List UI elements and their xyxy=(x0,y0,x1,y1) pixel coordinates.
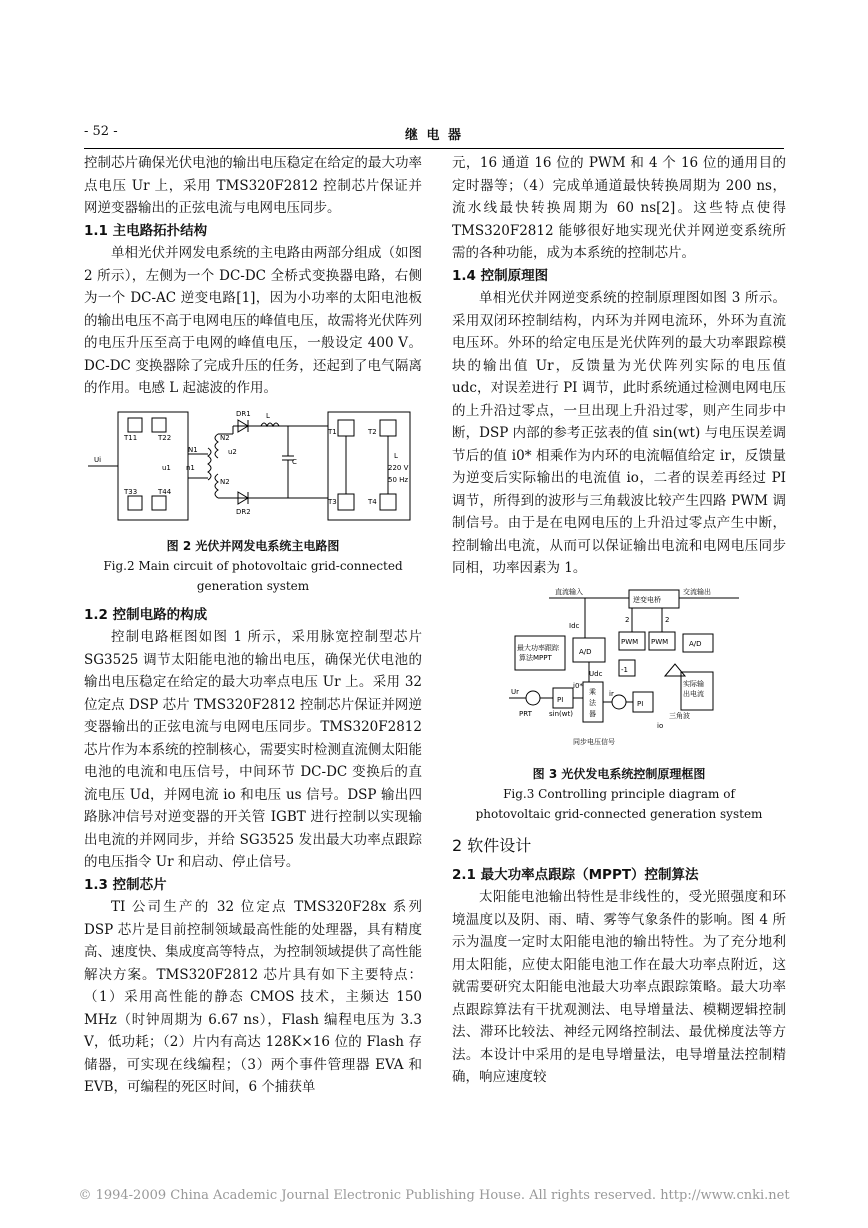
label-neg-one: -1 xyxy=(621,665,628,674)
section-1-2-heading: 1.2 控制电路的构成 xyxy=(84,606,208,623)
section-1-4-heading: 1.4 控制原理图 xyxy=(452,267,549,284)
journal-title: 继 电 器 xyxy=(404,128,464,143)
label-n2-top: N2 xyxy=(220,433,230,442)
label-t3: T3 xyxy=(328,497,337,506)
label-t11: T11 xyxy=(124,433,138,442)
figure-2-caption-en: Fig.2 Main circuit of photovoltaic grid-connected generation system xyxy=(103,558,403,593)
label-c: C xyxy=(292,457,297,466)
main-circuit-diagram xyxy=(88,404,418,536)
label-n2-bottom: N2 xyxy=(220,477,230,486)
paragraph-2-1: 太阳能电池输出特性是非线性的，受光照强度和环境温度以及阴、雨、晴、雾等气象条件的影响。图 4 所示为温度一定时太阳能电池的输出特性。为了充分地利用太阳能，应使太阳能电池工作在最大功率点附近，这就需要研究太阳能电池最大功率点跟踪策略。最大功率点跟踪算法有干扰观测法、电导增量法、模糊逻辑控制法、滞环比较法、神经元网络控制法、最优梯度法等方法。本设计中采用的是电导增量法，电导增量法控制精确，响应速度较 xyxy=(452,889,786,1085)
figure-3-caption-cn: 图 3 光伏发电系统控制原理框图 xyxy=(532,766,706,781)
label-multiplier-2: 法 xyxy=(589,698,596,707)
label-multiplier-1: 乘 xyxy=(589,687,596,696)
label-ac-output: 交流输出 xyxy=(683,587,711,596)
label-udc: Udc xyxy=(589,669,603,678)
section-1-3-heading: 1.3 控制芯片 xyxy=(84,876,167,893)
label-idc: Idc xyxy=(569,621,580,630)
page-header xyxy=(84,124,784,146)
label-ir: ir xyxy=(609,689,614,698)
label-actual-current-2: 出电流 xyxy=(683,689,704,698)
label-pwm-1: PWM xyxy=(621,637,639,646)
label-n1: N1 xyxy=(188,445,198,454)
label-inverter-bridge: 逆变电桥 xyxy=(633,595,661,604)
paragraph-intro: 控制芯片确保光伏电池的输出电压稳定在给定的最大功率点电压 Ur 上，采用 TMS320F2812 控制芯片保证并网逆变器输出的正弦电流与电网电压同步。 xyxy=(84,155,422,216)
figure-3 xyxy=(452,584,786,824)
label-t33: T33 xyxy=(124,487,138,496)
label-ad-1: A/D xyxy=(579,647,592,656)
label-i0: i0* xyxy=(573,681,583,690)
label-dr2: DR2 xyxy=(236,507,251,516)
paragraph-1-1: 单相光伏并网发电系统的主电路由两部分组成（如图 2 所示），左侧为一个 DC-DC 全桥式变换器电路，右侧为一个 DC-AC 逆变电路[1]，因为小功率的太阳电池板的输出电压不高于电网电压的峰值电压，故需将光伏阵列的电压升压至高于电网的峰值电压，一般设定 400 V。DC-DC 变换器除了完成升压的任务，还起到了电气隔离的作用。电感 L 起滤波的作用。 xyxy=(84,245,422,396)
figure-3-caption-en-2: photovoltaic grid-connected generation system xyxy=(475,806,763,821)
label-t4: T4 xyxy=(368,497,377,506)
label-t22: T22 xyxy=(158,433,172,442)
label-dc-input: 直流输入 xyxy=(555,587,583,596)
label-u1: u1 xyxy=(162,463,171,472)
label-t44: T44 xyxy=(158,487,172,496)
label-sin: sin(wt) xyxy=(549,709,573,718)
label-io: io xyxy=(657,721,664,730)
section-2-heading: 2 软件设计 xyxy=(452,835,532,855)
label-voltage: 220 V xyxy=(388,463,409,472)
label-mppt-line2: 算法MPPT xyxy=(519,653,552,662)
copyright-footer: © 1994-2009 China Academic Journal Electronic Publishing House. All rights reserved. http://www.cnki.net xyxy=(78,1188,790,1203)
figure-2-caption-cn: 图 2 光伏并网发电系统主电路图 xyxy=(166,538,340,553)
label-triangle-wave: 三角波 xyxy=(669,711,690,720)
label-mppt-line1: 最大功率跟踪 xyxy=(517,643,559,652)
paragraph-1-4: 单相光伏并网逆变系统的控制原理图如图 3 所示。采用双闭环控制结构，内环为并网电流环，外环为直流电压环。外环的给定电压是光伏阵列的最大功率跟踪模块的输出值 Ur，反馈量为光伏阵列实际的电压值 udc，对误差进行 PI 调节，此时系统通过检测电网电压的上升沿过零点，一旦出现上升沿过零，则产生同步中断，DSP 内部的参考正弦表的值 sin(wt) 与电压误差调节后的值 i0* 相乘作为内环的电流幅值给定 ir，反馈量为逆变后实际输出的电流值 io，二者的误差再经过 PI 调节，所得到的波形与三角载波比较产生四路 PWM 调制信号。由于是在电网电压的上升沿过零点产生中断，控制输出电流，从而可以保证输出电流和电网电压同步同相，功率因素为 1。 xyxy=(452,290,786,576)
label-l1: L xyxy=(266,411,270,420)
label-n1-small: n1 xyxy=(186,463,195,472)
label-multiplier-3: 器 xyxy=(589,709,596,718)
right-column xyxy=(452,152,786,1089)
label-prt: PRT xyxy=(519,709,532,718)
label-frequency: 50 Hz xyxy=(388,475,409,484)
label-pi-2: PI xyxy=(637,699,644,708)
label-actual-current-1: 实际输 xyxy=(683,679,704,688)
paragraph-continued: 元，16 通道 16 位的 PWM 和 4 个 16 位的通用目的定时器等；（4）完成单通道最快转换周期为 200 ns，流水线最快转换周期为 60 ns[2]。这些特点使得 TMS320F2812 能够很好地实现光伏并网逆变系统所需的各种功能，成为本系统的控制芯片。 xyxy=(452,155,786,261)
label-sync-signal: 同步电压信号 xyxy=(573,737,615,746)
figure-2 xyxy=(84,404,422,596)
label-dr1: DR1 xyxy=(236,409,251,418)
label-ad-2: A/D xyxy=(689,639,702,648)
label-l2: L xyxy=(394,451,398,460)
label-t1: T1 xyxy=(328,427,337,436)
figure-3-caption-en-1: Fig.3 Controlling principle diagram of xyxy=(503,786,735,801)
label-pwm-2: PWM xyxy=(651,637,669,646)
label-ui: Ui xyxy=(94,455,102,464)
label-pi-1: PI xyxy=(557,695,564,704)
label-u2: u2 xyxy=(228,447,237,456)
paragraph-1-2: 控制电路框图如图 1 所示，采用脉宽控制型芯片 SG3525 调节太阳能电池的输出电压，确保光伏电池的输出电压稳定在给定的最大功率点电压 Ur 上。采用 32 位定点 DSP 芯片 TMS320F2812 控制芯片保证并网逆变器输出的正弦电流与电网电压同步。TMS320F2812 芯片作为本系统的控制核心，需要实时检测直流侧太阳能电池的电流和电压信号，中间环节 DC-DC 变换后的直流电压 Ud，并网电流 io 和电压 us 信号。DSP 输出四路脉冲信号对逆变器的开关管 IGBT 进行控制以实现输出电流的并网同步，并给 SG3525 发出最大功率点跟踪的电压指令 Ur 和启动、停止信号。 xyxy=(84,629,422,870)
control-principle-diagram xyxy=(469,584,769,764)
label-t2: T2 xyxy=(368,427,377,436)
page-number: - 52 - xyxy=(84,124,118,139)
header-rule xyxy=(84,148,784,149)
label-ur: Ur xyxy=(511,687,520,696)
paragraph-1-3: TI 公司生产的 32 位定点 TMS320F28x 系列 DSP 芯片是目前控制领域最高性能的处理器，具有精度高、速度快、集成度高等特点，为控制领域提供了高性能解决方案。TMS320F2812 芯片具有如下主要特点：（1）采用高性能的静态 CMOS 技术，主频达 150 MHz（时钟周期为 6.67 ns），Flash 编程电压为 3.3 V，低功耗；（2）片内有高达 128K×16 位的 Flash 存储器，可实现在线编程；（3）两个事件管理器 EVA 和 EVB，可编程的死区时间，6 个捕获单 xyxy=(84,899,422,1095)
section-2-1-heading: 2.1 最大功率点跟踪（MPPT）控制算法 xyxy=(452,866,699,883)
left-column xyxy=(84,152,422,1099)
section-1-1-heading: 1.1 主电路拓扑结构 xyxy=(84,222,208,239)
label-two-2: 2 xyxy=(665,615,670,624)
label-two-1: 2 xyxy=(625,615,630,624)
